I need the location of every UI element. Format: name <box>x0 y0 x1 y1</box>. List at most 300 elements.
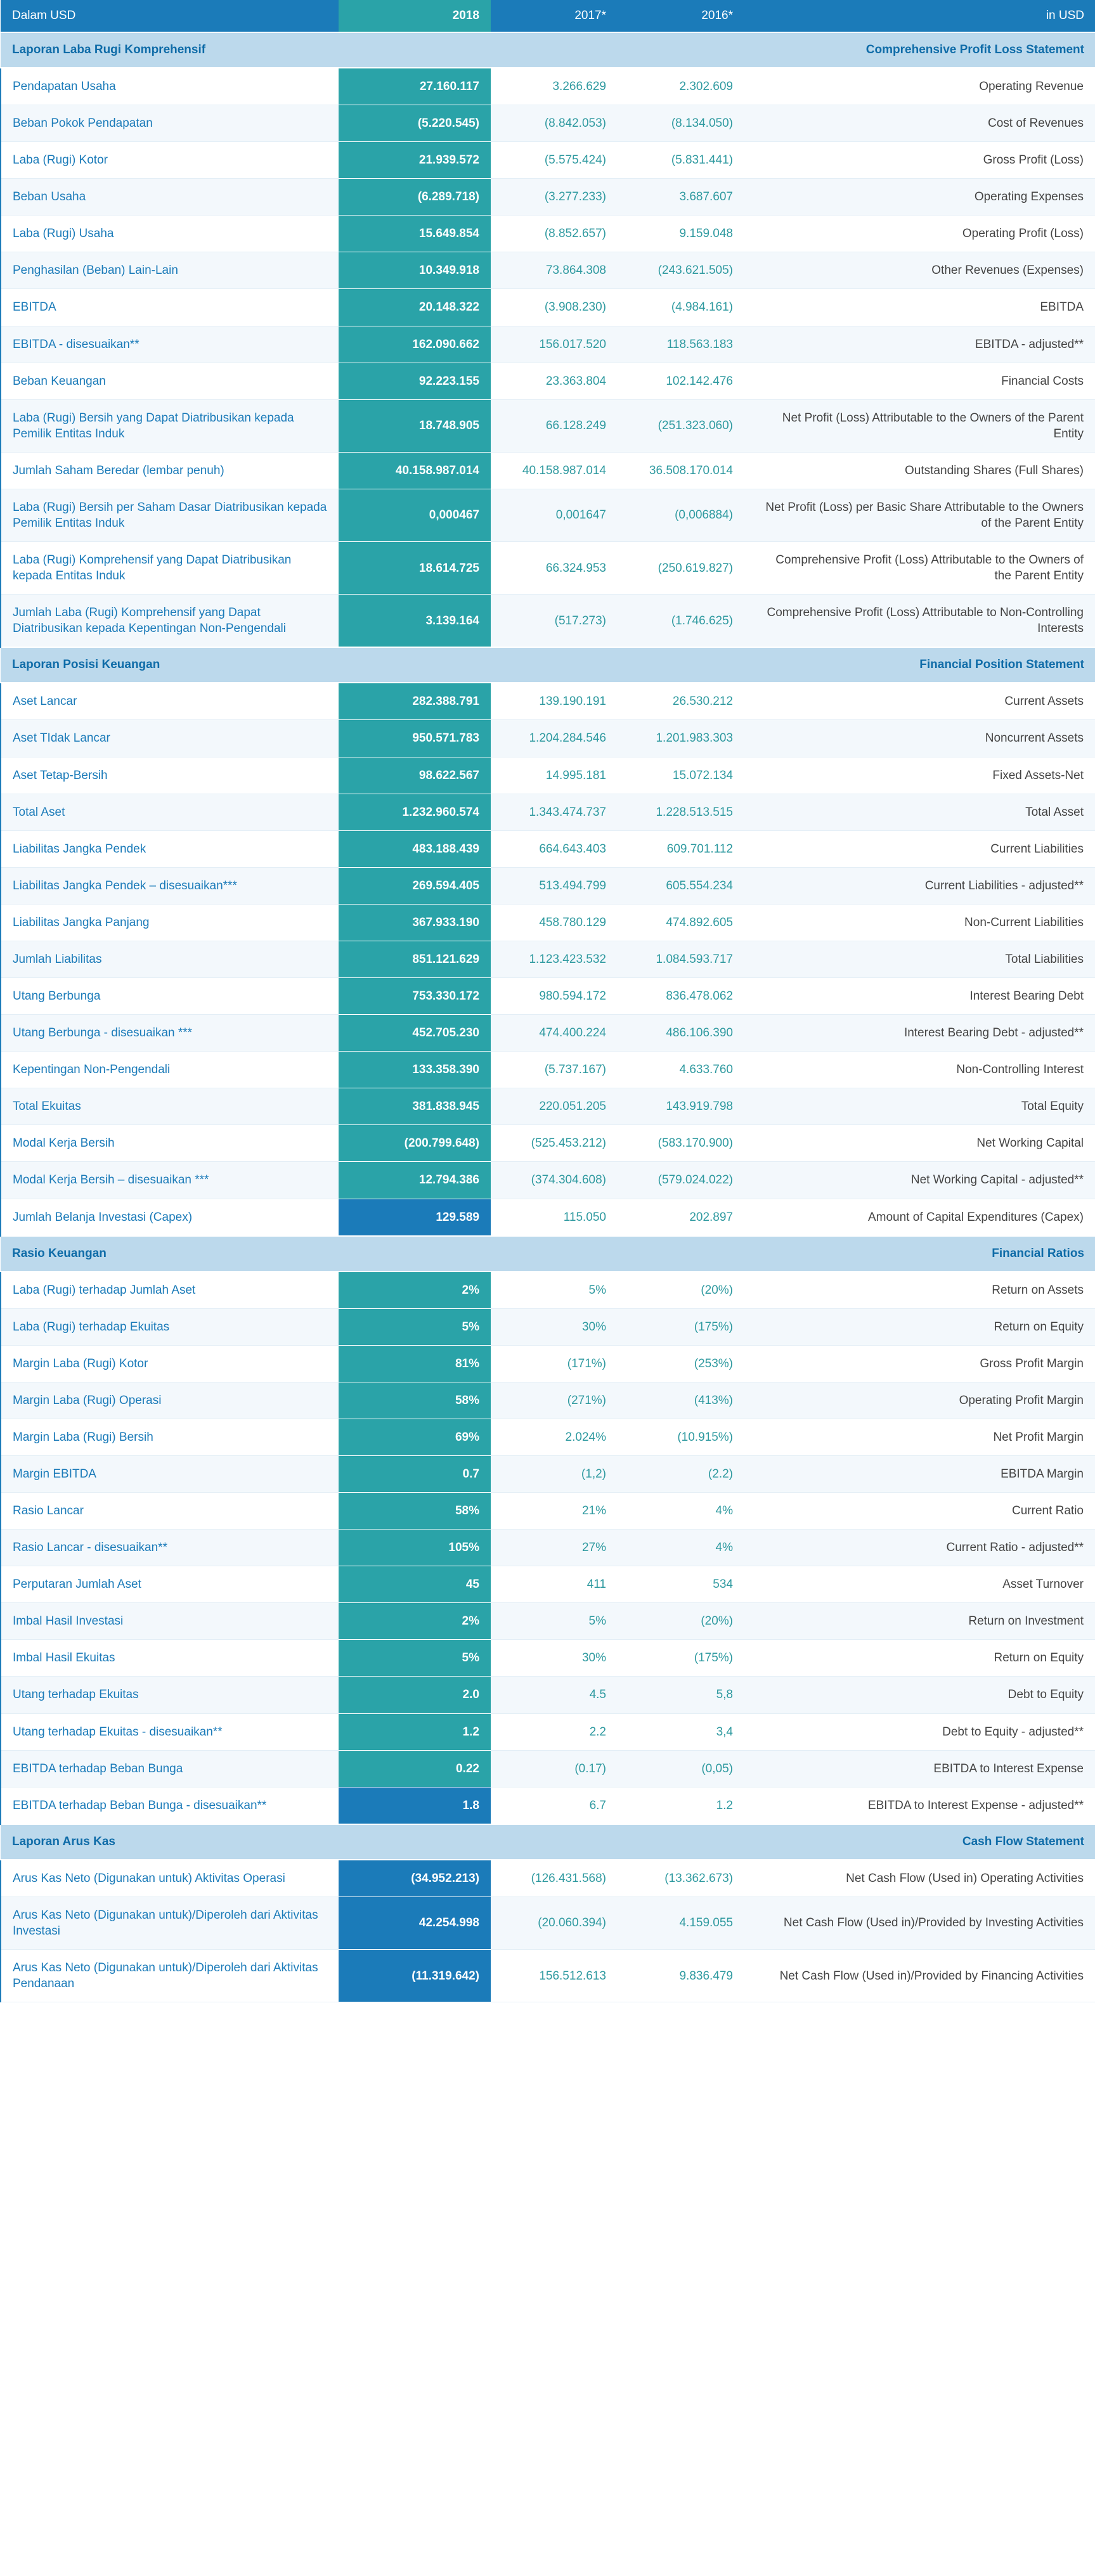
table-row <box>1 68 1095 105</box>
row-value-2018: 69% <box>339 1419 491 1455</box>
row-label-en: Operating Profit Margin <box>744 1382 1095 1419</box>
table-row <box>1 1419 1095 1455</box>
row-label-id: Laba (Rugi) terhadap Jumlah Aset <box>1 1272 339 1309</box>
row-label-id: Aset TIdak Lancar <box>1 720 339 757</box>
row-label-en: Net Cash Flow (Used in)/Provided by Financing Activities <box>744 1949 1095 2002</box>
row-value-2018: (34.952.213) <box>339 1860 491 1897</box>
row-label-id: EBITDA <box>1 289 339 326</box>
row-value-2017: 664.643.403 <box>491 830 618 867</box>
header-year-2017: 2017* <box>491 0 618 32</box>
row-label-id: Utang Berbunga - disesuaikan *** <box>1 1015 339 1052</box>
section-title-en: Cash Flow Statement <box>744 1824 1095 1860</box>
table-row <box>1 1382 1095 1419</box>
row-label-en: Current Assets <box>744 683 1095 720</box>
row-value-2017: 156.512.613 <box>491 1949 618 2002</box>
row-label-en: Comprehensive Profit (Loss) Attributable to Non-Controlling Interests <box>744 595 1095 648</box>
table-row <box>1 452 1095 489</box>
row-label-en: Return on Investment <box>744 1603 1095 1640</box>
row-label-en: Non-Controlling Interest <box>744 1052 1095 1088</box>
row-value-2017: (0.17) <box>491 1750 618 1787</box>
row-label-id: Jumlah Liabilitas <box>1 941 339 977</box>
row-value-2016: (1.746.625) <box>618 595 744 648</box>
row-value-2017: (3.908.230) <box>491 289 618 326</box>
table-row <box>1 289 1095 326</box>
row-value-2016: (20%) <box>618 1272 744 1309</box>
row-label-en: Total Liabilities <box>744 941 1095 977</box>
header-currency-label: Dalam USD <box>1 0 339 32</box>
row-label-id: Liabilitas Jangka Pendek <box>1 830 339 867</box>
row-label-en: Current Ratio <box>744 1493 1095 1530</box>
row-label-id: Arus Kas Neto (Digunakan untuk)/Diperoleh dari Aktivitas Pendanaan <box>1 1949 339 2002</box>
row-value-2016: (20%) <box>618 1603 744 1640</box>
section-title-id: Laporan Arus Kas <box>1 1824 339 1860</box>
row-label-en: Noncurrent Assets <box>744 720 1095 757</box>
row-value-2018: 21.939.572 <box>339 142 491 179</box>
row-value-2018: 98.622.567 <box>339 757 491 794</box>
table-row <box>1 216 1095 252</box>
row-value-2018: 5% <box>339 1308 491 1345</box>
row-value-2016: (2.2) <box>618 1455 744 1492</box>
row-value-2017: 23.363.804 <box>491 363 618 399</box>
row-value-2018: 3.139.164 <box>339 595 491 648</box>
row-label-en: Other Revenues (Expenses) <box>744 252 1095 289</box>
row-label-id: Arus Kas Neto (Digunakan untuk)/Diperoleh dari Aktivitas Investasi <box>1 1897 339 1949</box>
row-value-2018: 129.589 <box>339 1199 491 1236</box>
row-value-2017: (1,2) <box>491 1455 618 1492</box>
row-value-2018: 367.933.190 <box>339 904 491 941</box>
row-value-2017: 980.594.172 <box>491 978 618 1015</box>
row-label-en: Gross Profit Margin <box>744 1345 1095 1382</box>
row-label-id: EBITDA terhadap Beban Bunga - disesuaikan** <box>1 1787 339 1824</box>
row-value-2017: 474.400.224 <box>491 1015 618 1052</box>
row-label-id: Margin EBITDA <box>1 1455 339 1492</box>
row-value-2017: 27% <box>491 1530 618 1566</box>
row-label-id: Jumlah Saham Beredar (lembar penuh) <box>1 452 339 489</box>
row-value-2018: 1.2 <box>339 1713 491 1750</box>
row-value-2018: 15.649.854 <box>339 216 491 252</box>
row-value-2016: 2.302.609 <box>618 68 744 105</box>
row-label-en: Debt to Equity <box>744 1677 1095 1713</box>
section-header-row <box>1 1236 1095 1272</box>
row-value-2017: 513.494.799 <box>491 867 618 904</box>
row-value-2018: 18.748.905 <box>339 399 491 452</box>
row-value-2016: 836.478.062 <box>618 978 744 1015</box>
row-label-id: Imbal Hasil Ekuitas <box>1 1640 339 1677</box>
row-label-id: Liabilitas Jangka Panjang <box>1 904 339 941</box>
row-value-2018: 92.223.155 <box>339 363 491 399</box>
row-label-en: Operating Expenses <box>744 179 1095 216</box>
row-value-2018: 2% <box>339 1603 491 1640</box>
row-value-2018: 282.388.791 <box>339 683 491 720</box>
row-label-en: Non-Current Liabilities <box>744 904 1095 941</box>
row-value-2018: 2.0 <box>339 1677 491 1713</box>
row-label-id: Total Ekuitas <box>1 1088 339 1125</box>
row-label-en: Net Cash Flow (Used in) Operating Activities <box>744 1860 1095 1897</box>
row-label-id: Pendapatan Usaha <box>1 68 339 105</box>
table-row <box>1 720 1095 757</box>
row-value-2016: 9.159.048 <box>618 216 744 252</box>
row-value-2018: 851.121.629 <box>339 941 491 977</box>
row-value-2016: (413%) <box>618 1382 744 1419</box>
row-value-2016: (253%) <box>618 1345 744 1382</box>
row-value-2017: 3.266.629 <box>491 68 618 105</box>
row-label-en: EBITDA to Interest Expense <box>744 1750 1095 1787</box>
table-row <box>1 978 1095 1015</box>
row-value-2018: 381.838.945 <box>339 1088 491 1125</box>
row-value-2016: (583.170.900) <box>618 1125 744 1162</box>
row-value-2018: 45 <box>339 1566 491 1603</box>
section-spacer <box>491 647 618 683</box>
section-spacer <box>618 1824 744 1860</box>
section-title-en: Financial Position Statement <box>744 647 1095 683</box>
row-label-id: EBITDA terhadap Beban Bunga <box>1 1750 339 1787</box>
row-value-2017: 6.7 <box>491 1787 618 1824</box>
header-year-2016: 2016* <box>618 0 744 32</box>
row-value-2018: 12.794.386 <box>339 1162 491 1199</box>
row-value-2016: 474.892.605 <box>618 904 744 941</box>
table-row <box>1 363 1095 399</box>
row-value-2016: 3.687.607 <box>618 179 744 216</box>
table-row <box>1 1272 1095 1309</box>
row-value-2018: (6.289.718) <box>339 179 491 216</box>
row-label-en: Outstanding Shares (Full Shares) <box>744 452 1095 489</box>
row-label-id: Imbal Hasil Investasi <box>1 1603 339 1640</box>
row-label-id: EBITDA - disesuaikan** <box>1 326 339 363</box>
row-label-id: Laba (Rugi) Bersih per Saham Dasar Diatribusikan kepada Pemilik Entitas Induk <box>1 489 339 541</box>
table-row <box>1 1603 1095 1640</box>
section-spacer <box>491 1236 618 1272</box>
row-value-2016: (0,05) <box>618 1750 744 1787</box>
row-value-2016: 15.072.134 <box>618 757 744 794</box>
table-row <box>1 1125 1095 1162</box>
row-label-en: Operating Profit (Loss) <box>744 216 1095 252</box>
section-title-en: Comprehensive Profit Loss Statement <box>744 32 1095 68</box>
row-label-en: Return on Assets <box>744 1272 1095 1309</box>
row-value-2016: 3,4 <box>618 1713 744 1750</box>
row-value-2018: 10.349.918 <box>339 252 491 289</box>
row-value-2016: 143.919.798 <box>618 1088 744 1125</box>
table-row <box>1 904 1095 941</box>
row-label-id: Kepentingan Non-Pengendali <box>1 1052 339 1088</box>
row-label-en: Amount of Capital Expenditures (Capex) <box>744 1199 1095 1236</box>
row-value-2016: 4% <box>618 1493 744 1530</box>
table-row <box>1 941 1095 977</box>
table-row <box>1 489 1095 541</box>
row-value-2017: 1.123.423.532 <box>491 941 618 977</box>
row-label-en: Interest Bearing Debt - adjusted** <box>744 1015 1095 1052</box>
section-title-id: Rasio Keuangan <box>1 1236 339 1272</box>
row-value-2016: 4.159.055 <box>618 1897 744 1949</box>
row-value-2016: (8.134.050) <box>618 105 744 142</box>
row-value-2017: 0,001647 <box>491 489 618 541</box>
table-row <box>1 326 1095 363</box>
row-value-2018: 20.148.322 <box>339 289 491 326</box>
row-value-2016: 1.084.593.717 <box>618 941 744 977</box>
row-value-2016: 605.554.234 <box>618 867 744 904</box>
row-value-2016: 4% <box>618 1530 744 1566</box>
row-value-2016: 1.2 <box>618 1787 744 1824</box>
row-value-2017: 115.050 <box>491 1199 618 1236</box>
row-value-2017: 411 <box>491 1566 618 1603</box>
table-row <box>1 757 1095 794</box>
row-value-2017: 220.051.205 <box>491 1088 618 1125</box>
row-value-2018: 40.158.987.014 <box>339 452 491 489</box>
table-row <box>1 1455 1095 1492</box>
row-value-2017: 5% <box>491 1272 618 1309</box>
row-value-2016: 118.563.183 <box>618 326 744 363</box>
row-value-2017: (5.575.424) <box>491 142 618 179</box>
row-value-2018: (11.319.642) <box>339 1949 491 2002</box>
row-value-2017: 30% <box>491 1308 618 1345</box>
table-row <box>1 1530 1095 1566</box>
row-value-2016: (4.984.161) <box>618 289 744 326</box>
table-row <box>1 1860 1095 1897</box>
row-label-id: Beban Keuangan <box>1 363 339 399</box>
row-label-en: Net Cash Flow (Used in)/Provided by Investing Activities <box>744 1897 1095 1949</box>
row-value-2018: 483.188.439 <box>339 830 491 867</box>
table-row <box>1 595 1095 648</box>
row-label-en: Return on Equity <box>744 1640 1095 1677</box>
table-row <box>1 1713 1095 1750</box>
row-value-2016: 1.201.983.303 <box>618 720 744 757</box>
row-label-id: Aset Lancar <box>1 683 339 720</box>
row-value-2016: 202.897 <box>618 1199 744 1236</box>
section-spacer <box>339 647 491 683</box>
header-year-2018: 2018 <box>339 0 491 32</box>
table-row <box>1 794 1095 830</box>
row-value-2017: 21% <box>491 1493 618 1530</box>
row-value-2016: 486.106.390 <box>618 1015 744 1052</box>
table-row <box>1 1308 1095 1345</box>
table-row <box>1 1015 1095 1052</box>
row-label-en: EBITDA Margin <box>744 1455 1095 1492</box>
table-row <box>1 1162 1095 1199</box>
row-value-2018: 1.232.960.574 <box>339 794 491 830</box>
section-header-row <box>1 647 1095 683</box>
row-label-id: Margin Laba (Rugi) Kotor <box>1 1345 339 1382</box>
row-label-en: Net Working Capital <box>744 1125 1095 1162</box>
row-label-id: Laba (Rugi) Komprehensif yang Dapat Diatribusikan kepada Entitas Induk <box>1 542 339 595</box>
row-value-2016: 609.701.112 <box>618 830 744 867</box>
row-value-2016: (250.619.827) <box>618 542 744 595</box>
table-row <box>1 830 1095 867</box>
row-value-2017: (374.304.608) <box>491 1162 618 1199</box>
row-label-en: Operating Revenue <box>744 68 1095 105</box>
table-row <box>1 1949 1095 2002</box>
row-value-2017: 1.343.474.737 <box>491 794 618 830</box>
row-label-en: Interest Bearing Debt <box>744 978 1095 1015</box>
section-spacer <box>618 647 744 683</box>
row-value-2018: 1.8 <box>339 1787 491 1824</box>
table-row <box>1 1566 1095 1603</box>
row-value-2018: 81% <box>339 1345 491 1382</box>
row-value-2017: 40.158.987.014 <box>491 452 618 489</box>
row-label-en: Debt to Equity - adjusted** <box>744 1713 1095 1750</box>
row-value-2016: (10.915%) <box>618 1419 744 1455</box>
row-label-id: Margin Laba (Rugi) Operasi <box>1 1382 339 1419</box>
row-value-2017: (5.737.167) <box>491 1052 618 1088</box>
row-value-2018: 18.614.725 <box>339 542 491 595</box>
section-spacer <box>339 1824 491 1860</box>
row-label-id: Total Aset <box>1 794 339 830</box>
row-value-2017: (517.273) <box>491 595 618 648</box>
table-row <box>1 1345 1095 1382</box>
row-value-2018: 0.22 <box>339 1750 491 1787</box>
table-row <box>1 179 1095 216</box>
row-value-2017: 156.017.520 <box>491 326 618 363</box>
row-label-en: Financial Costs <box>744 363 1095 399</box>
table-row <box>1 142 1095 179</box>
row-value-2018: 58% <box>339 1493 491 1530</box>
row-value-2018: (5.220.545) <box>339 105 491 142</box>
row-value-2017: 14.995.181 <box>491 757 618 794</box>
row-value-2016: (243.621.505) <box>618 252 744 289</box>
table-row <box>1 399 1095 452</box>
table-row <box>1 542 1095 595</box>
row-label-en: Net Profit (Loss) Attributable to the Owners of the Parent Entity <box>744 399 1095 452</box>
row-value-2016: (13.362.673) <box>618 1860 744 1897</box>
row-label-en: EBITDA <box>744 289 1095 326</box>
section-header-row <box>1 32 1095 68</box>
row-label-en: EBITDA to Interest Expense - adjusted** <box>744 1787 1095 1824</box>
section-spacer <box>339 1236 491 1272</box>
row-value-2016: (175%) <box>618 1640 744 1677</box>
row-value-2016: 534 <box>618 1566 744 1603</box>
table-row <box>1 1640 1095 1677</box>
section-title-en: Financial Ratios <box>744 1236 1095 1272</box>
row-value-2016: 5,8 <box>618 1677 744 1713</box>
row-value-2016: (0,006884) <box>618 489 744 541</box>
row-label-id: Liabilitas Jangka Pendek – disesuaikan*** <box>1 867 339 904</box>
row-label-en: Cost of Revenues <box>744 105 1095 142</box>
row-value-2018: 162.090.662 <box>339 326 491 363</box>
row-value-2017: (525.453.212) <box>491 1125 618 1162</box>
row-value-2017: 458.780.129 <box>491 904 618 941</box>
row-label-en: Current Ratio - adjusted** <box>744 1530 1095 1566</box>
row-value-2016: (579.024.022) <box>618 1162 744 1199</box>
row-value-2016: (251.323.060) <box>618 399 744 452</box>
row-label-id: Rasio Lancar - disesuaikan** <box>1 1530 339 1566</box>
row-value-2016: 102.142.476 <box>618 363 744 399</box>
row-label-id: Perputaran Jumlah Aset <box>1 1566 339 1603</box>
row-value-2017: 5% <box>491 1603 618 1640</box>
table-row <box>1 1088 1095 1125</box>
row-value-2018: 58% <box>339 1382 491 1419</box>
row-value-2017: 1.204.284.546 <box>491 720 618 757</box>
row-label-en: Net Profit Margin <box>744 1419 1095 1455</box>
row-value-2017: 66.128.249 <box>491 399 618 452</box>
row-label-en: Total Equity <box>744 1088 1095 1125</box>
row-value-2018: 42.254.998 <box>339 1897 491 1949</box>
row-value-2018: (200.799.648) <box>339 1125 491 1162</box>
row-label-en: Asset Turnover <box>744 1566 1095 1603</box>
row-value-2018: 0.7 <box>339 1455 491 1492</box>
section-header-row <box>1 1824 1095 1860</box>
row-value-2017: 66.324.953 <box>491 542 618 595</box>
row-label-id: Jumlah Belanja Investasi (Capex) <box>1 1199 339 1236</box>
row-label-id: Laba (Rugi) Usaha <box>1 216 339 252</box>
row-label-en: Return on Equity <box>744 1308 1095 1345</box>
section-spacer <box>491 1824 618 1860</box>
row-label-en: Net Working Capital - adjusted** <box>744 1162 1095 1199</box>
row-value-2017: (126.431.568) <box>491 1860 618 1897</box>
table-header-row <box>1 0 1095 32</box>
row-value-2016: 26.530.212 <box>618 683 744 720</box>
row-label-id: Utang terhadap Ekuitas <box>1 1677 339 1713</box>
table-row <box>1 1493 1095 1530</box>
row-value-2017: 30% <box>491 1640 618 1677</box>
table-row <box>1 1897 1095 1949</box>
row-value-2018: 105% <box>339 1530 491 1566</box>
row-label-en: EBITDA - adjusted** <box>744 326 1095 363</box>
row-value-2016: 36.508.170.014 <box>618 452 744 489</box>
table-row <box>1 1787 1095 1824</box>
row-value-2017: 73.864.308 <box>491 252 618 289</box>
table-row <box>1 1199 1095 1236</box>
row-value-2018: 950.571.783 <box>339 720 491 757</box>
table-row <box>1 867 1095 904</box>
row-label-en: Total Asset <box>744 794 1095 830</box>
row-label-id: Modal Kerja Bersih – disesuaikan *** <box>1 1162 339 1199</box>
section-spacer <box>618 32 744 68</box>
row-label-en: Fixed Assets-Net <box>744 757 1095 794</box>
row-label-id: Utang terhadap Ekuitas - disesuaikan** <box>1 1713 339 1750</box>
row-value-2018: 27.160.117 <box>339 68 491 105</box>
section-title-id: Laporan Posisi Keuangan <box>1 647 339 683</box>
row-label-id: Aset Tetap-Bersih <box>1 757 339 794</box>
row-value-2017: 2.024% <box>491 1419 618 1455</box>
row-label-en: Gross Profit (Loss) <box>744 142 1095 179</box>
row-label-en: Current Liabilities <box>744 830 1095 867</box>
row-value-2017: (20.060.394) <box>491 1897 618 1949</box>
row-value-2017: (171%) <box>491 1345 618 1382</box>
table-row <box>1 1677 1095 1713</box>
row-label-id: Rasio Lancar <box>1 1493 339 1530</box>
row-label-id: Arus Kas Neto (Digunakan untuk) Aktivitas Operasi <box>1 1860 339 1897</box>
row-value-2018: 452.705.230 <box>339 1015 491 1052</box>
row-label-id: Laba (Rugi) Kotor <box>1 142 339 179</box>
row-label-id: Penghasilan (Beban) Lain-Lain <box>1 252 339 289</box>
row-value-2017: (8.842.053) <box>491 105 618 142</box>
section-spacer <box>618 1236 744 1272</box>
row-label-id: Margin Laba (Rugi) Bersih <box>1 1419 339 1455</box>
table-row <box>1 1750 1095 1787</box>
row-value-2017: 2.2 <box>491 1713 618 1750</box>
row-value-2017: (8.852.657) <box>491 216 618 252</box>
row-value-2016: 1.228.513.515 <box>618 794 744 830</box>
row-label-id: Laba (Rugi) terhadap Ekuitas <box>1 1308 339 1345</box>
section-spacer <box>491 32 618 68</box>
table-row <box>1 105 1095 142</box>
row-value-2017: 139.190.191 <box>491 683 618 720</box>
row-value-2018: 2% <box>339 1272 491 1309</box>
row-value-2016: (175%) <box>618 1308 744 1345</box>
header-currency-label-en: in USD <box>744 0 1095 32</box>
row-value-2017: 4.5 <box>491 1677 618 1713</box>
row-value-2018: 269.594.405 <box>339 867 491 904</box>
row-label-en: Net Profit (Loss) per Basic Share Attributable to the Owners of the Parent Entity <box>744 489 1095 541</box>
row-label-id: Laba (Rugi) Bersih yang Dapat Diatribusikan kepada Pemilik Entitas Induk <box>1 399 339 452</box>
row-value-2016: 9.836.479 <box>618 1949 744 2002</box>
row-label-id: Beban Pokok Pendapatan <box>1 105 339 142</box>
row-value-2018: 5% <box>339 1640 491 1677</box>
row-value-2018: 0,000467 <box>339 489 491 541</box>
table-row <box>1 252 1095 289</box>
row-value-2017: (271%) <box>491 1382 618 1419</box>
table-row <box>1 1052 1095 1088</box>
row-value-2016: (5.831.441) <box>618 142 744 179</box>
row-value-2018: 753.330.172 <box>339 978 491 1015</box>
